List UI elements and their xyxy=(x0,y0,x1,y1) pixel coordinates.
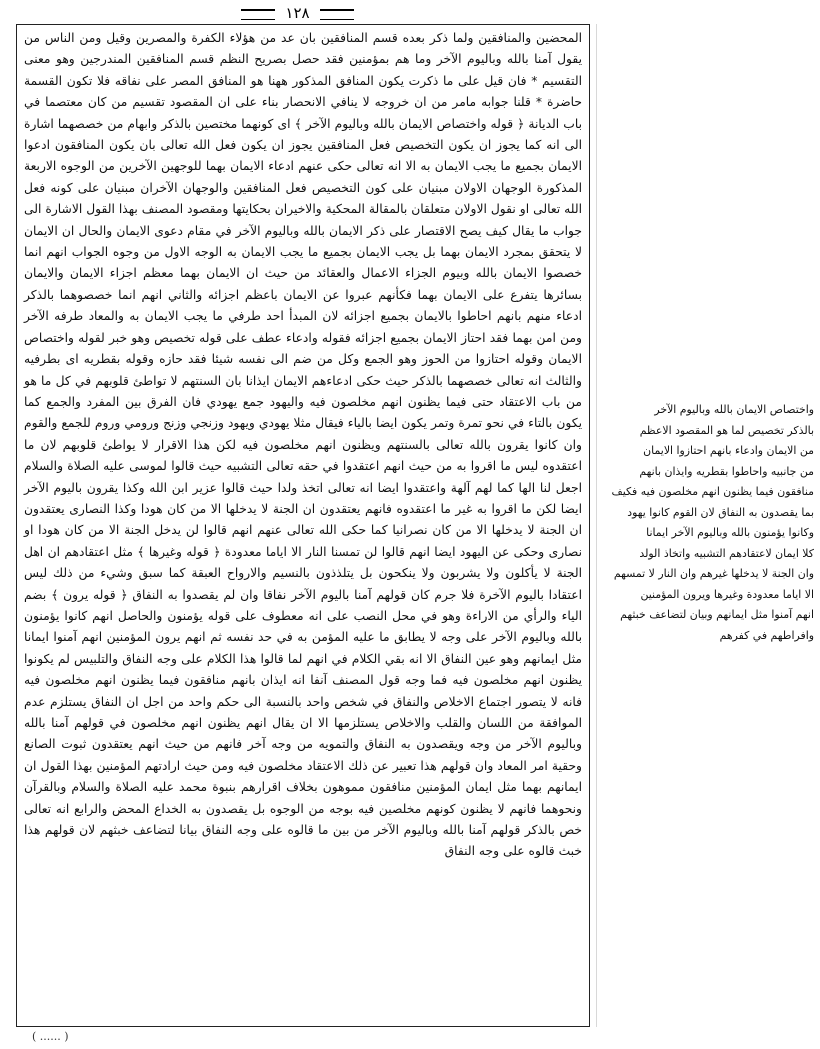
margin-note-line: من الايمان وادعاء بانهم احتازوا الايمان xyxy=(643,444,814,457)
margin-note-line: كلا ايمان لاعتقادهم التشبيه واتخاذ الولد xyxy=(639,546,814,560)
margin-note-line: وان الجنة لا يدخلها غيرهم وان النار لا تمسهم xyxy=(613,567,814,580)
margin-note-line: بما يقصدون به النفاق لان القوم كانوا يهود xyxy=(627,505,814,519)
margin-note-line: انهم آمنوا مثل ايمانهم وبيان لتضاعف خبثهم xyxy=(620,608,814,621)
margin-note-line: من جانبيه واحاطوا بقطريه وايذان بانهم xyxy=(639,464,814,478)
margin-note-line: بالذكر تخصيص لما هو المقصود الاعظم xyxy=(639,423,814,437)
margin-note-line: منافقون فيما يظنون انهم مخلصون فيه فكيف xyxy=(611,485,814,498)
margin-note-line: وكانوا يؤمنون بالله وباليوم الآخر ايمانا xyxy=(646,526,814,539)
page-header xyxy=(0,2,595,24)
margin-note-line: الا اياما معدودة وغيرها ويرون المؤمنين xyxy=(640,587,814,601)
main-text-frame xyxy=(16,24,590,1027)
page-number: ١٢٨ xyxy=(285,4,310,22)
header-ornament-right xyxy=(320,9,354,20)
column-divider xyxy=(596,24,597,1027)
header-ornament-left xyxy=(241,9,275,20)
footer-fragment: ( ...... ) xyxy=(32,1030,69,1043)
margin-note-line: واختصاص الايمان بالله وباليوم الآخر xyxy=(654,403,814,416)
margin-note-line: وافراطهم في كفرهم xyxy=(719,628,814,642)
margin-note xyxy=(604,400,814,660)
commentary-text: المحضين والمنافقين ولما ذكر بعده قسم المنافقين بان عد من هؤلاء الكفرة والمصرين وقيل ومن الناس من يقول آمنا بالله وباليوم الآخر وما هم بمؤمنين فقد حصل بصريح النظم قسم المنافقين المندرجين وهو معنى التقسيم * فان قيل على ما ذكرت يكون المنافق المذكور ههنا هو المنافق المصر على نفاقه فلا تكون القسمة حاضرة * قلنا جوابه مامر من ان خروجه لا ينافي الانحصار بناء على ان المقصود تقسيم من كان معتصما في باب الديانة ﴿ قوله واختصاص الايمان بالله وباليوم الآخر ﴾ اى كونهما مختصين بالذكر وابهام من خصصهما اشارة الى انه كما يجوز ان يكون التخصيص فعل المنافقين يجوز ان يكون فعل الله تعالى بان يكون المنافقون ادعوا الايمان بجميع ما يجب الايمان به الا انه تعالى حكى عنهم ادعاء الايمان بهما للوجهين الآخرين من الوجوه الاربعة المذكورة الوجهان الاولان مبنيان على كون التخصيص فعل المنافقين والوجهان الآخران مبنيان على كونه فعل الله تعالى او نقول الاولان متعلقان بالمقالة المحكية والاخيران بحكايتها ومقصود المصنف بهذا القول الاشارة الى جواب ما يقال كيف يصح الاقتصار على ذكر الايمان بالله وباليوم الآخر في مقام دعوى الايمان والحال ان الايمان لا يتحقق بمجرد الايمان بهما بل يجب الايمان بجميع ما يجب الايمان به الوجه الاول من وجوه الجواب انهم انما خصصوا الايمان بالله وبيوم الجزاء الاعمال والعقائد من حيث ان الايمان بهما معظم اجزاء الايمان والايمان بسائرها يتفرع على الايمان بهما فكأنهم عبروا عن الايمان باعظم اجزائه والثاني انهم انما خصصوهما بالذكر ادعاء منهم بانهم احاطوا بالايمان بجميع اجزائه لان المبدأ احد طرفي ما يجب الايمان به والمعاد طرفه الآخر ومن امن بهما فقد احتاز الايمان بجميع اجزائه فقوله وادعاء عطف على قوله تخصيص وهو خبر لقوله واختصاص الايمان وقوله احتازوا من الحوز وهو الجمع وكل من ضم الى نفسه شيئا فقد حازه وقوله بقطريه اى بطرفيه والثالث انه تعالى خصصهما بالذكر حيث حكى ادعاءهم الايمان ايذانا بان السنتهم لا تواطئ قلوبهم في كل ما هو من باب الاعتقاد حتى فيما يظنون انهم مخلصون فيه واليهود جمع يهودي فان الفرق بين المفرد والجمع كما يكون بالتاء في نحو تمرة وتمر يكون ايضا بالياء فيقال مثلا يهودي ويهود وزنجي وزنج ورومي وروم للجمع والقوم وان كانوا يقرون بالله تعالى بالسنتهم ويظنون انهم مخلصون فيه لكن هذا الاقرار لا يواطئ قلوبهم لان ما اعتقدوه ليس ما اقروا به من حيث انهم اعتقدوا في حقه تعالى التشبيه حيث قالوا لموسى عليه الصلاة والسلام اجعل لنا الها كما لهم آلهة واعتقدوا ايضا انه تعالى اتخذ ولدا حيث قالوا عزير ابن الله وكذا يقرون باليوم الآخر ايضا لكن ما اقروا به غير ما اعتقدوه فانهم يعتقدون ان الجنة لا يدخلها الا من كان هودا وكذا النصارى يعتقدون ان الجنة لا يدخلها الا من كان نصرانيا كما حكى الله تعالى عنهم انهم قالوا لن يدخل الجنة الا من كان هودا او نصارى وحكى عن اليهود ايضا انهم قالوا لن تمسنا النار الا اياما معدودة ﴿ قوله وغيرها ﴾ مثل اعتقادهم ان اهل الجنة لا يأكلون ولا يشربون ولا ينكحون بل يتلذذون بالنسيم والارواح العبقة كما سبق وشيء من ذلك ليس اعتقادا باليوم الآخرة فلا جرم كان قولهم آمنا باليوم الآخر نفاقا وان لم يقصدوا به النفاق ﴿ قوله يرون ﴾ بضم الياء والرأي من الاراءة وهو في محل النصب على انه معطوف على قوله يؤمنون والحاصل انهم كانوا يؤمنون بالله وباليوم الآخر على وجه لا يطابق ما عليه المؤمن به في حد نفسه ثم انهم يرون المؤمنين انهم آمنوا ايمانا مثل ايمانهم وهو عين النفاق الا انه بقي الكلام في انهم لما قالوا هذا الكلام على وجه النفاق والتلبيس لم يكونوا يظنون انهم مخلصون فيه فما وجه قول المصنف آنفا انه ايذان بانهم منافقون فيما يظنون انهم مخلصون فيه فانه لا يتصور اجتماع الاخلاص والنفاق في شخص واحد بالنسبة الى حكم واحد من اجل ان النفاق يستلزم عدم الموافقة من اللسان والقلب والاخلاص يستلزمها الا ان يقال انهم يظنون انهم مخلصون في قولهم آمنا بالله وباليوم الآخر من وجه ويقصدون به النفاق والتمويه من وجه آخر فانهم من حيث انهم يعتقدون ثبوت الصانع وحقية امر المعاد وان قولهم هذا تعبير عن ذلك الاعتقاد مخلصون فيه ومن حيث ارادتهم المؤمنين بهذا القول ان ايمانهم بهما مثل ايمان المؤمنين منافقون مموهون بخلاف اقرارهم بنبوة محمد عليه الصلاة والسلام وبالقرآن ونحوهما فانهم لا يظنون كونهم مخلصين فيه بوجه من الوجوه بل يقصدون به الخداع المحض والرابع انه تعالى خص بالذكر قولهم آمنا بالله وباليوم الآخر من بين ما قالوه على وجه النفاق بيانا لتضاعف خبثهم لان قولهم هذا خبث قالوه على وجه النفاق xyxy=(24,31,582,859)
